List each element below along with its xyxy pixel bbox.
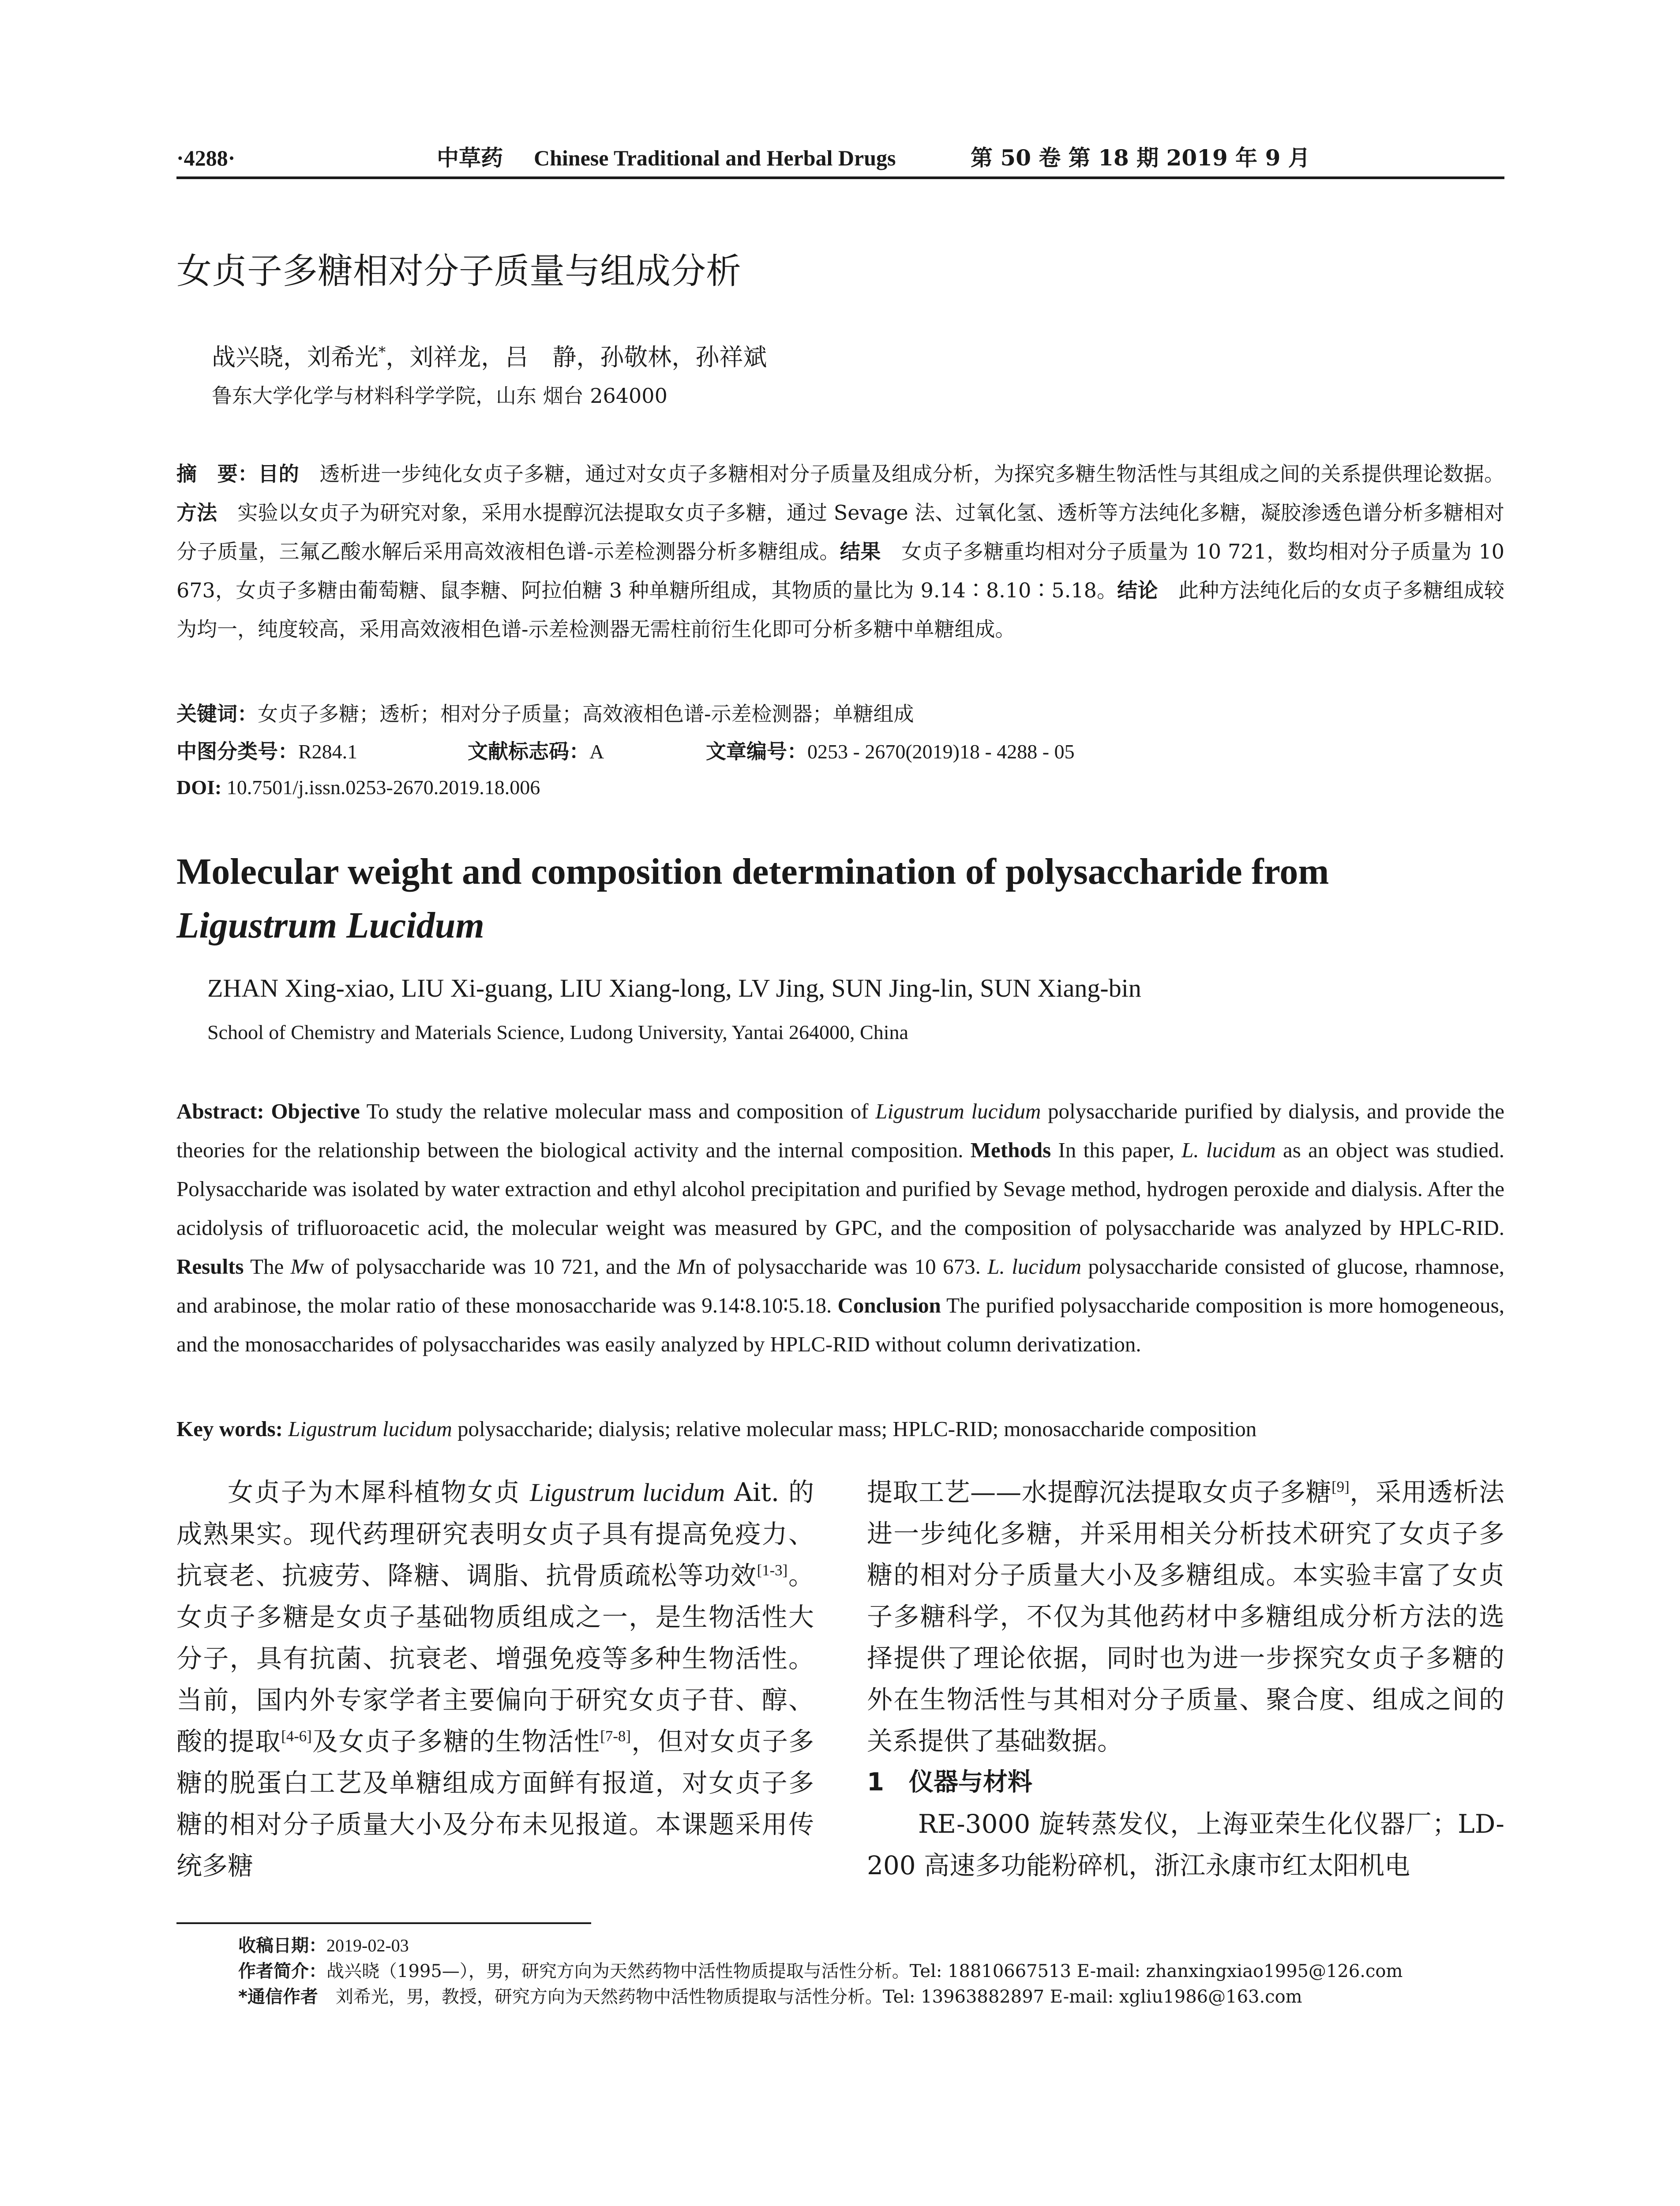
abstract-cn <box>176 454 1504 649</box>
doc-code-label: 文献标志码： <box>468 739 589 763</box>
page-number: ·4288· <box>176 146 236 170</box>
abstract-en-text: w of polysaccharide was 10 721, and the <box>308 1254 677 1279</box>
abstract-en-text: polysaccharide purified by dialysis, and provide the theories for the relationship between the biological activity and the internal composition. <box>176 1099 1504 1162</box>
body-text: 提取工艺——水提醇沉法提取女贞子多糖 <box>867 1477 1332 1507</box>
footnote-label: 收稿日期： <box>238 1936 326 1956</box>
abstract-en <box>176 1092 1504 1364</box>
citation: [7-8] <box>600 1727 631 1745</box>
affiliation-cn: 鲁东大学化学与材料科学学院，山东 烟台 264000 <box>212 384 668 408</box>
abstract-en-text: The purified polysaccharide composition is more homogeneous, and the monosaccharides of polysaccharides was easily analyzed by HPLC-RID without column derivatization. <box>176 1293 1504 1356</box>
footnote-received <box>238 1932 409 1959</box>
article-number-line <box>706 734 1075 769</box>
footnote-text: 战兴晓（1995—），男，研究方向为天然药物中活性物质提取与活性分析。Tel: 18810667513 E-mail: zhanxingxiao1995@126.com <box>326 1961 1403 1981</box>
authors-en: ZHAN Xing-xiao, LIU Xi-guang, LIU Xiang-long, LV Jing, SUN Jing-lin, SUN Xiang-bin <box>207 974 1141 1002</box>
citation: [9] <box>1331 1478 1350 1496</box>
affiliation-en: School of Chemistry and Materials Science, Ludong University, Yantai 264000, China <box>207 1021 908 1043</box>
header-rule <box>176 176 1504 179</box>
article-title-cn: 女贞子多糖相对分子质量与组成分析 <box>176 251 741 292</box>
abstract-en-text: polysaccharide consisted of glucose, rhamnose, and arabinose, the molar ratio of these monosaccharide was 9.14∶8.10∶5.18. <box>176 1254 1504 1317</box>
abstract-label-cn: 摘 要： <box>176 462 259 486</box>
keywords-cn <box>176 696 914 732</box>
abstract-en-text: n of polysaccharide was 10 673. <box>695 1254 988 1279</box>
conclusion-label-cn: 结论 <box>1117 578 1158 602</box>
clc-label: 中图分类号： <box>176 739 298 763</box>
doi-label: DOI: <box>176 776 222 799</box>
keywords-label-cn: 关键词： <box>176 702 258 726</box>
authors-cn-a: 战兴晓，刘希光 <box>212 343 379 371</box>
article-number-value: 0253 - 2670(2019)18 - 4288 - 05 <box>807 740 1075 763</box>
abstract-label-en: Abstract: Objective <box>176 1099 360 1123</box>
species-name: Ligustrum lucidum <box>529 1478 725 1507</box>
footnote-corresponding <box>238 1984 1302 2010</box>
footnote-label: 作者简介： <box>238 1961 326 1981</box>
section-heading: 1 仪器与材料 <box>867 1768 1032 1797</box>
mn-symbol: M <box>677 1254 695 1279</box>
doi-line <box>176 770 540 805</box>
doc-code-value: A <box>589 740 604 763</box>
methods-text-cn: 实验以女贞子为研究对象，采用水提醇沉法提取女贞子多糖，通过 Sevage 法、过氧化氢、透析等方法纯化多糖，凝胶渗透色谱分析多糖相对分子质量，三氟乙酸水解后采用高效液相色谱-示差检测器分析多糖组成。 <box>176 501 1505 563</box>
body-text: 及女贞子多糖的生物活性 <box>311 1726 600 1756</box>
citation: [4-6] <box>281 1727 312 1745</box>
title-en-line1: Molecular weight and composition determination of polysaccharide from <box>176 851 1329 892</box>
body-text: Ait. 的成熟果实。现代药理研究表明女贞子具有提高免疫力、抗衰老、抗疲劳、降糖、调脂、抗骨质疏松等功效 <box>176 1477 814 1591</box>
body-paragraph <box>176 1471 814 1887</box>
body-text: ，但对女贞子多糖的脱蛋白工艺及单糖组成方面鲜有报道，对女贞子多糖的相对分子质量大小及分布未见报道。本课题采用传统多糖 <box>176 1726 814 1881</box>
keywords-en <box>176 1410 1504 1448</box>
title-en-line2: Ligustrum Lucidum <box>176 905 484 946</box>
doi-value: 10.7501/j.issn.0253-2670.2019.18.006 <box>221 776 540 799</box>
authors-cn <box>212 340 767 375</box>
results-label-en: Results <box>176 1254 244 1279</box>
conclusion-text-cn: 此种方法纯化后的女贞子多糖组成较为均一，纯度较高，采用高效液相色谱-示差检测器无需柱前衍生化即可分析多糖中单糖组成。 <box>176 578 1505 641</box>
article-title-en <box>176 845 1329 953</box>
keywords-label-en: Key words: <box>176 1417 283 1441</box>
body-paragraph <box>867 1471 1504 1762</box>
abstract-en-text: To study the relative molecular mass and composition of <box>360 1099 876 1123</box>
mw-symbol: M <box>290 1254 309 1279</box>
keywords-species-en: Ligustrum lucidum <box>282 1417 452 1441</box>
footnote-text: 刘希光，男，教授，研究方向为天然药物中活性物质提取与活性分析。Tel: 13963882897 E-mail: xgliu1986@163.com <box>318 1987 1302 2007</box>
footnote-text: 2019-02-03 <box>326 1936 409 1955</box>
objective-text-cn: 透析进一步纯化女贞子多糖，通过对女贞子多糖相对分子质量及组成分析，为探究多糖生物活性与其组成之间的关系提供理论数据。 <box>299 462 1504 486</box>
species-name: L. lucidum <box>987 1254 1082 1279</box>
conclusion-label-en: Conclusion <box>837 1293 941 1317</box>
results-label-cn: 结果 <box>840 540 881 563</box>
journal-name-cn: 中草药 <box>437 145 503 171</box>
footnote-label: *通信作者 <box>238 1987 318 2007</box>
results-text-cn: 女贞子多糖重均相对分子质量为 10 721，数均相对分子质量为 10 673，女贞子多糖由葡萄糖、鼠李糖、阿拉伯糖 3 种单糖所组成，其物质的量比为 9.14∶8.10∶5.18。 <box>176 540 1505 602</box>
issue-info: 第 50 卷 第 18 期 2019 年 9 月 <box>971 145 1310 171</box>
citation: [1-3] <box>757 1561 788 1579</box>
species-name: L. lucidum <box>1181 1138 1276 1162</box>
abstract-en-text: The <box>244 1254 291 1279</box>
species-name: Ligustrum lucidum <box>875 1099 1041 1123</box>
footnote-rule <box>176 1922 591 1924</box>
abstract-en-text: In this paper, <box>1051 1138 1182 1162</box>
methods-label-cn: 方法 <box>176 501 218 525</box>
body-column-right <box>867 1471 1504 1886</box>
methods-label-en: Methods <box>970 1138 1051 1162</box>
body-text: 女贞子为木犀科植物女贞 <box>228 1477 530 1507</box>
body-text: ，采用透析法进一步纯化多糖，并采用相关分析技术研究了女贞子多糖的相对分子质量大小及多糖组成。本实验丰富了女贞子多糖科学，不仅为其他药材中多糖组成分析方法的选择提供了理论依据，同时也为进一步探究女贞子多糖的外在生物活性与其相对分子质量、聚合度、组成之间的关系提供了基础数据。 <box>867 1477 1504 1756</box>
body-paragraph: RE-3000 旋转蒸发仪，上海亚荣生化仪器厂；LD-200 高速多功能粉碎机，浙江永康市红太阳机电 <box>867 1809 1504 1880</box>
authors-cn-b: ，刘祥龙，吕 静，孙敬林，孙祥斌 <box>386 343 767 371</box>
clc-line <box>176 734 357 769</box>
body-text: 。女贞子多糖是女贞子基础物质组成之一，是生物活性大分子，具有抗菌、抗衰老、增强免疫等多种生物活性。当前，国内外专家学者主要偏向于研究女贞子苷、醇、酸的提取 <box>176 1561 814 1756</box>
article-number-label: 文章编号： <box>706 739 807 763</box>
footnote-author-bio <box>238 1958 1402 1985</box>
keywords-text-cn: 女贞子多糖；透析；相对分子质量；高效液相色谱-示差检测器；单糖组成 <box>258 702 914 726</box>
journal-name-en: Chinese Traditional and Herbal Drugs <box>534 146 896 170</box>
body-column-left <box>176 1471 814 1887</box>
corresponding-mark: * <box>379 344 386 360</box>
doc-code-line <box>468 734 604 769</box>
abstract-en-text: as an object was studied. Polysaccharide was isolated by water extraction and ethyl alcohol precipitation and purified by Sevage method, hydrogen peroxide and dialysis. After the acidolysis of trifluoroacetic acid, the molecular weight was measured by GPC, and the composition of polysaccharide was analyzed by HPLC-RID. <box>176 1138 1505 1240</box>
keywords-text-en: polysaccharide; dialysis; relative molecular mass; HPLC-RID; monosaccharide composition <box>452 1417 1257 1441</box>
clc-value: R284.1 <box>298 740 358 763</box>
objective-label-cn: 目的 <box>258 462 299 486</box>
